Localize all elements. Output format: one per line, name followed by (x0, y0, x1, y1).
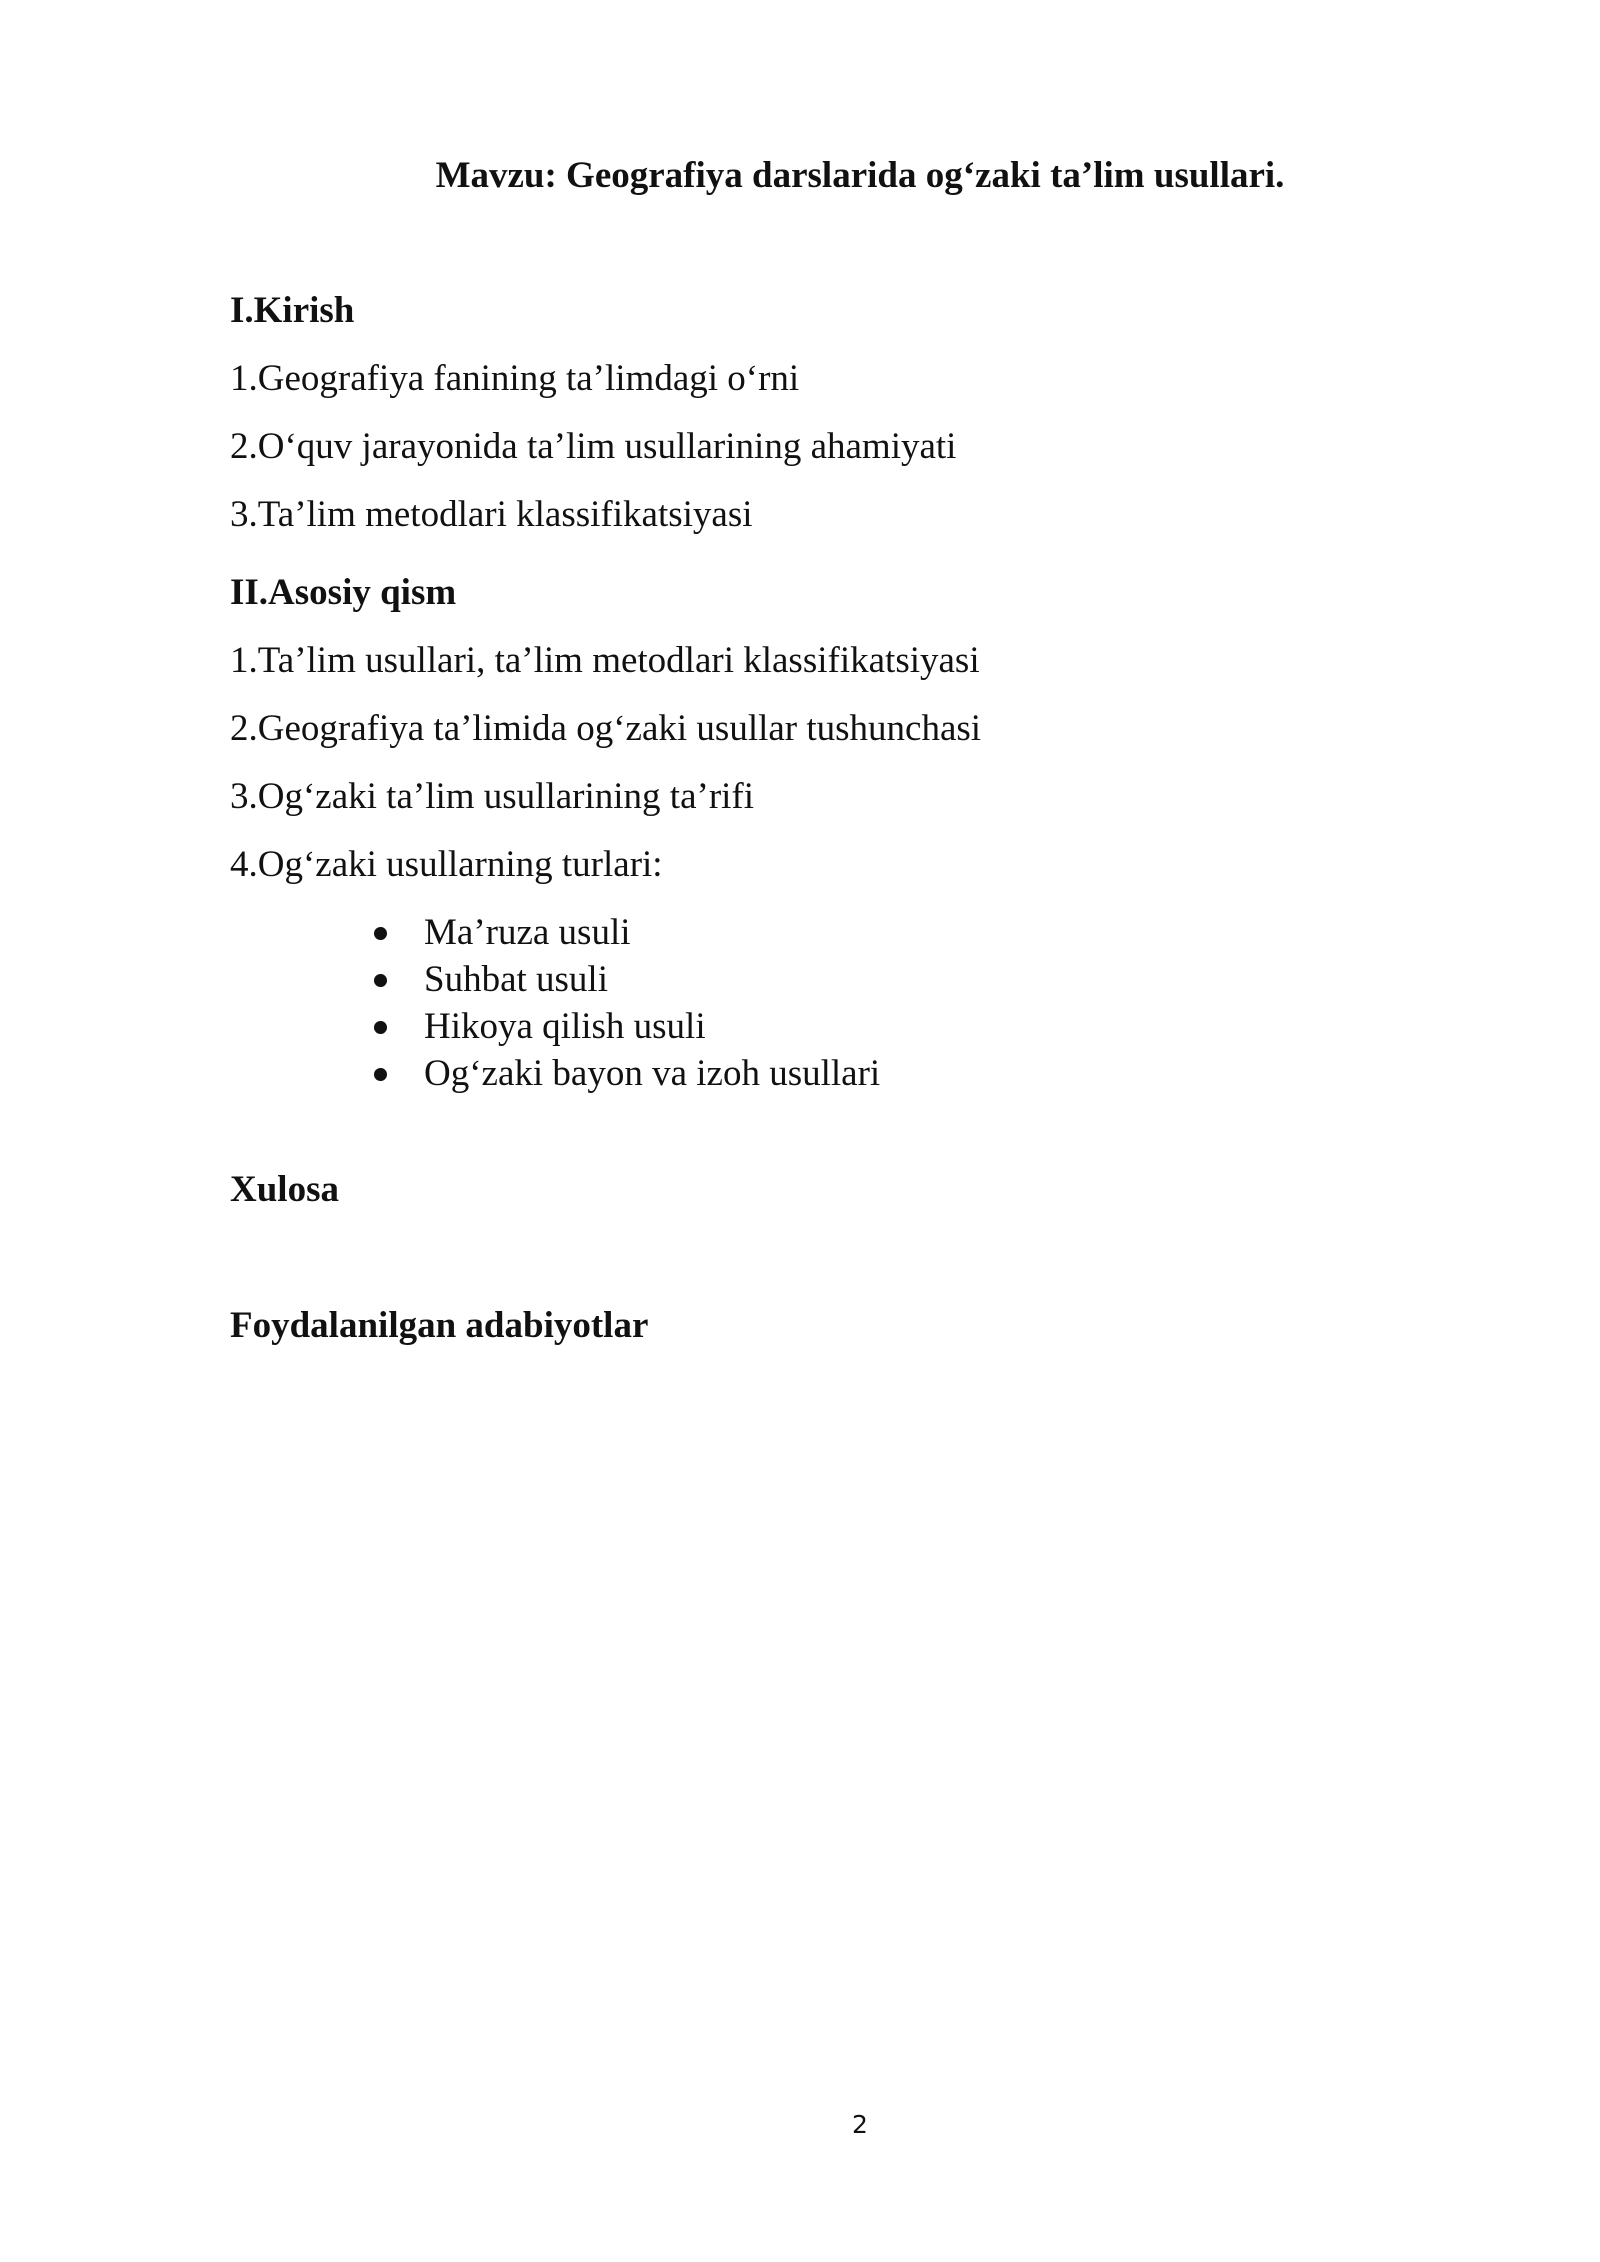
page-number: 2 (852, 2110, 868, 2139)
list-item (374, 1003, 1430, 1050)
section-heading-xulosa: Xulosa (230, 1169, 339, 1210)
section-heading-asosiy-qism: II.Asosiy qism (230, 572, 457, 613)
outline-item: 3.Og‘zaki ta’lim usullarining ta’rifi (230, 776, 755, 817)
outline-item: 1.Geografiya fanining ta’limdagi o‘rni (230, 358, 800, 399)
document-title: Mavzu: Geografiya darslarida og‘zaki ta’lim usullari. (435, 155, 1285, 196)
list-item-label: Hikoya qilish usuli (424, 1006, 706, 1047)
list-item-label: Ma’ruza usuli (424, 912, 631, 953)
bullet-icon (374, 1021, 387, 1034)
outline-item: 2.Geografiya ta’limida og‘zaki usullar tushunchasi (230, 708, 982, 749)
section-heading-kirish: I.Kirish (230, 290, 355, 331)
bullet-icon (374, 927, 387, 940)
outline-item: 1.Ta’lim usullari, ta’lim metodlari klassifikatsiyasi (230, 640, 980, 681)
list-item (374, 956, 1430, 1003)
list-item-label: Suhbat usuli (424, 959, 608, 1000)
method-types-list (230, 909, 1430, 1097)
section-heading-adabiyotlar: Foydalanilgan adabiyotlar (230, 1305, 649, 1346)
outline-item: 4.Og‘zaki usullarning turlari: (230, 844, 663, 885)
document-outline (230, 289, 1430, 1348)
outline-item: 3.Ta’lim metodlari klassifikatsiyasi (230, 494, 753, 535)
outline-item: 2.O‘quv jarayonida ta’lim usullarining ahamiyati (230, 426, 957, 467)
list-item (374, 909, 1430, 956)
list-item (374, 1050, 1430, 1097)
bullet-icon (374, 1068, 387, 1081)
list-item-label: Og‘zaki bayon va izoh usullari (424, 1053, 881, 1094)
bullet-icon (374, 974, 387, 987)
